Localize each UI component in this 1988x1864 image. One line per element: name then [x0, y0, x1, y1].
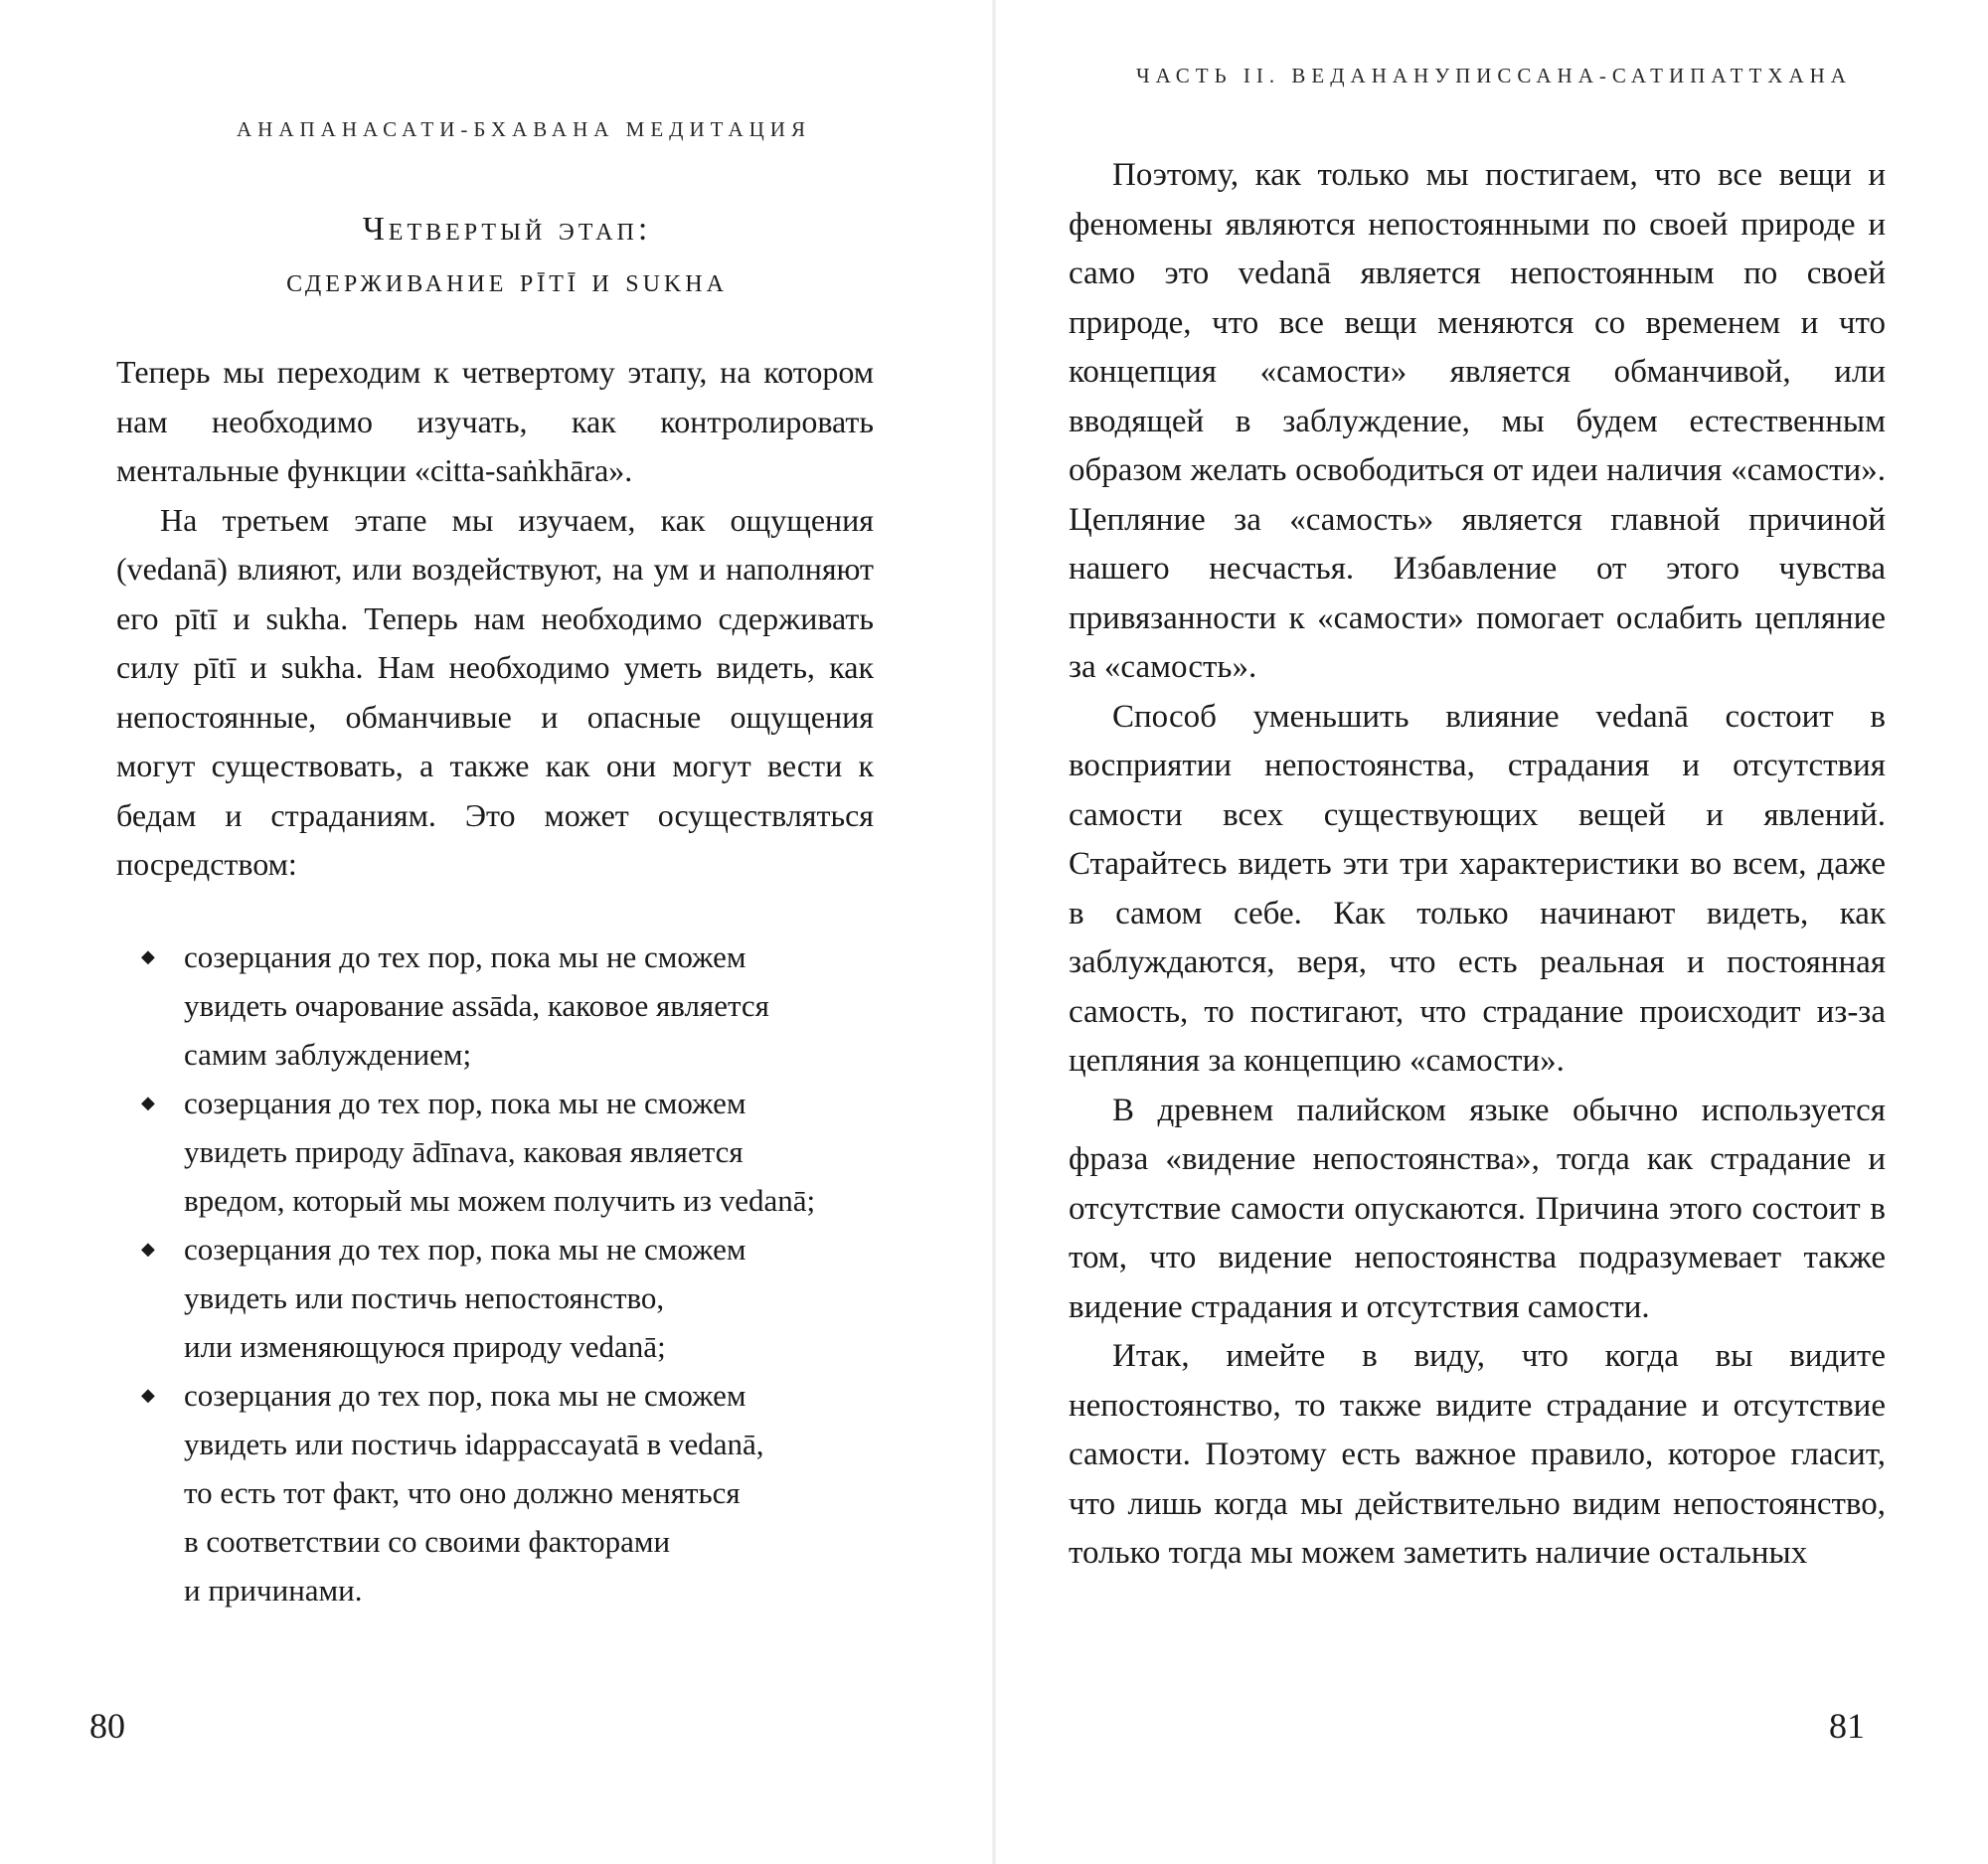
bullet-item	[139, 1371, 875, 1614]
bullet-line: созерцания до тех пор, пока мы не сможем	[184, 1086, 746, 1120]
page-number-right: 81	[1829, 1706, 1865, 1746]
bullet-line: увидеть или постичь idappaccayatā в vedanā,	[184, 1427, 764, 1461]
bullet-line: увидеть очарование assāda, каковое является	[184, 988, 769, 1023]
bullet-line: созерцания до тех пор, пока мы не сможем	[184, 1378, 746, 1413]
diamond-bullet-icon: ◆	[141, 1239, 155, 1259]
paragraph: Поэтому, как только мы постигаем, что все вещи и феномены являются непостоянными по своей природе и само это vedanā является непостоянным по своей природе, что все вещи меняются со временем и что концепция «самости» является обманчивой, или вводящей в заблуждение, мы будем естественным образом желать освободиться от идеи наличия «самости». Цепляние за «самость» является главной причиной нашего несчастья. Избавление от этого чувства привязанности к «самости» помогает ослабить цепляние за «самость».	[1069, 157, 1886, 685]
bullet-line: созерцания до тех пор, пока мы не сможем	[184, 939, 746, 974]
bullet-line: самим заблуждением;	[184, 1037, 472, 1072]
bullet-line: вредом, который мы можем получить из vedanā;	[184, 1183, 816, 1218]
page-number-left: 80	[89, 1706, 125, 1746]
bullet-item	[139, 932, 875, 1079]
left-body-text	[116, 348, 874, 890]
bullet-line: увидеть или постичь непостоянство,	[184, 1280, 665, 1315]
bullet-line: созерцания до тех пор, пока мы не сможем	[184, 1232, 746, 1267]
chapter-title-line-2: сдерживание pītī и sukha	[286, 262, 728, 299]
paragraph: В древнем палийском языке обычно используется фраза «видение непостоянства», тогда как страдание и отсутствие самости опускаются. Причина этого состоит в том, что видение непостоянства подразумевает также видение страдания и отсутствия самости.	[1069, 1092, 1886, 1325]
bullet-line: или изменяющуюся природу vedanā;	[184, 1329, 666, 1364]
bullet-line: и причинами.	[184, 1573, 363, 1608]
paragraph: На третьем этапе мы изучаем, как ощущения (vedanā) влияют, или воздействуют, на ум и наполняют его pītī и sukha. Теперь нам необходимо сдерживать силу pītī и sukha. Нам необходимо уметь видеть, как непостоянные, обманчивые и опасные ощущения могут существовать, а также как они могут вести к бедам и страданиям. Это может осуществляться посредством:	[116, 501, 874, 882]
bullet-list	[139, 932, 875, 1614]
paragraph: Способ уменьшить влияние vedanā состоит в восприятии непостоянства, страдания и отсутствия самости всех существующих вещей и явлений. Старайтесь видеть эти три характеристики во всем, даже в самом себе. Как только начинают видеть, как заблуждаются, веря, что есть реальная и постоянная самость, то постигают, что страдание происходит из-за цепляния за концепцию «самости».	[1069, 698, 1886, 1079]
right-body-text	[1069, 151, 1886, 1579]
diamond-bullet-icon: ◆	[141, 1385, 155, 1405]
bullet-item	[139, 1225, 875, 1371]
right-page	[994, 0, 1988, 1864]
diamond-bullet-icon: ◆	[141, 1093, 155, 1112]
running-head-left: АНАПАНАСАТИ-БХАВАНА МЕДИТАЦИЯ	[237, 117, 811, 141]
paragraph: Теперь мы переходим к четвертому этапу, на котором нам необходимо изучать, как контролировать ментальные функции «citta-saṅkhāra».	[116, 354, 874, 488]
running-head-right: ЧАСТЬ II. ВЕДАНАНУПИССАНА-САТИПАТТХАНА	[1136, 64, 1852, 87]
bullet-item	[139, 1079, 875, 1225]
paragraph: Итак, имейте в виду, что когда вы видите непостоянство, то также видите страдание и отсутствие самости. Поэтому есть важное правило, которое гласит, что лишь когда мы действительно видим непостоянство, только тогда мы можем заметить наличие остальных	[1069, 1338, 1886, 1571]
chapter-title-line-1: Четвертый этап:	[362, 211, 652, 248]
diamond-bullet-icon: ◆	[141, 946, 155, 966]
bullet-line: то есть тот факт, что оно должно меняться	[184, 1475, 741, 1510]
chapter-title	[139, 204, 875, 307]
bullet-line: в соответствии со своими факторами	[184, 1524, 671, 1559]
bullet-line: увидеть природу ādīnava, каковая является	[184, 1134, 744, 1169]
